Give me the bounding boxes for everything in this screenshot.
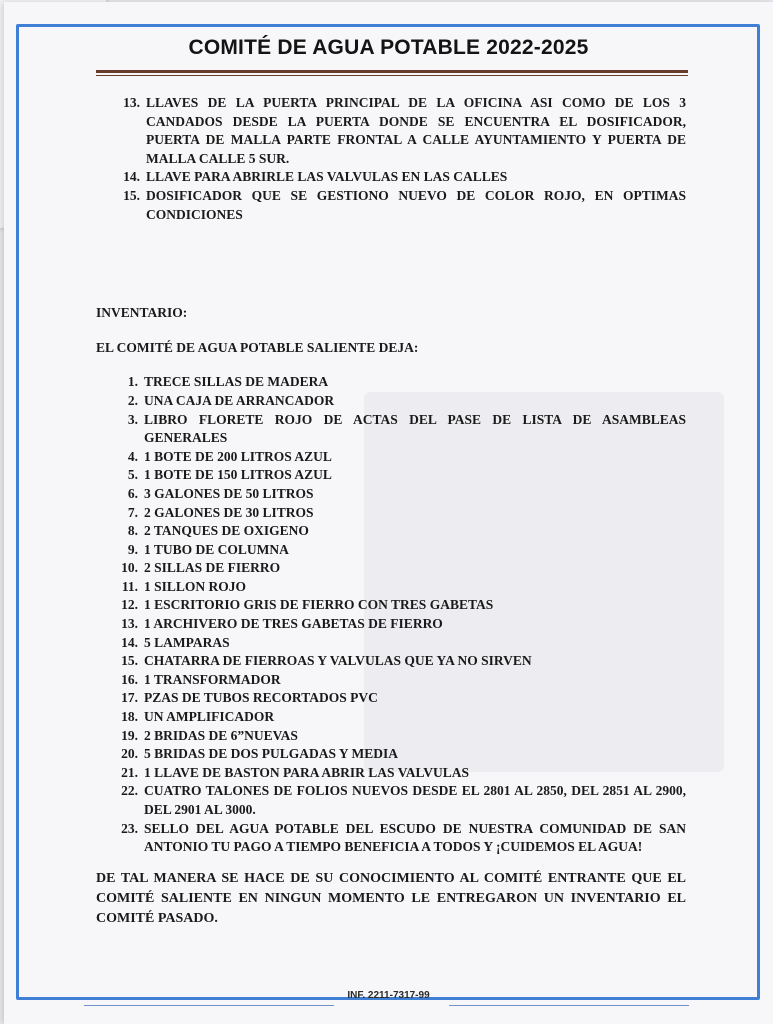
list-item-text: 1 TRANSFORMADOR — [144, 671, 281, 687]
document-page — [4, 2, 773, 1024]
list-item — [96, 652, 686, 671]
list-item-number: 23. — [121, 820, 138, 836]
list-item — [96, 94, 686, 168]
list-item — [96, 615, 686, 634]
footer-rule-left — [84, 1005, 334, 1006]
document-body — [96, 94, 686, 943]
list-item-number: 9. — [127, 541, 138, 557]
continued-list — [96, 94, 686, 224]
list-item-number: 18. — [121, 709, 138, 725]
list-item-number: 15. — [123, 187, 140, 203]
list-item — [96, 187, 686, 224]
footer-phone: INF. 2211-7317-99 — [347, 990, 430, 1001]
list-item — [96, 541, 686, 560]
list-item — [96, 820, 686, 857]
list-item-number: 3. — [127, 411, 138, 427]
list-item-number: 8. — [127, 523, 138, 539]
list-item — [96, 392, 686, 411]
list-item — [96, 504, 686, 523]
inventory-subheading: EL COMITÉ DE AGUA POTABLE SALIENTE DEJA: — [96, 339, 419, 355]
list-item-text: 3 GALONES DE 50 LITROS — [144, 485, 314, 501]
list-item-text: DOSIFICADOR QUE SE GESTIONO NUEVO DE COLOR ROJO, EN OPTIMAS CONDICIONES — [146, 187, 686, 222]
list-item — [96, 411, 686, 448]
list-item — [96, 745, 686, 764]
list-item-text: 1 LLAVE DE BASTON PARA ABRIR LAS VALVULAS — [144, 764, 469, 780]
list-item-text: 1 BOTE DE 150 LITROS AZUL — [144, 467, 332, 483]
list-item-number: 22. — [121, 783, 138, 799]
list-item-text: UNA CAJA DE ARRANCADOR — [144, 392, 335, 408]
list-item-number: 14. — [123, 169, 140, 185]
list-item — [96, 485, 686, 504]
list-item — [96, 689, 686, 708]
list-item-text: TRECE SILLAS DE MADERA — [144, 374, 329, 390]
list-item — [96, 782, 686, 819]
inventory-heading: INVENTARIO: — [96, 305, 188, 321]
list-item-text: 2 TANQUES DE OXIGENO — [144, 523, 309, 539]
list-item — [96, 522, 686, 541]
list-item-number: 1. — [127, 374, 138, 390]
list-item — [96, 373, 686, 392]
title-underline-thin — [96, 75, 688, 76]
list-item — [96, 596, 686, 615]
inventory-list — [96, 373, 686, 856]
list-item-number: 13. — [121, 616, 138, 632]
list-item-text: 2 BRIDAS DE 6”NUEVAS — [144, 727, 298, 743]
list-item-text: 2 SILLAS DE FIERRO — [144, 560, 281, 576]
list-item-number: 12. — [121, 597, 138, 613]
list-item-text: LLAVE PARA ABRIRLE LAS VALVULAS EN LAS CALLES — [146, 169, 508, 185]
title-underline — [96, 70, 688, 73]
list-item — [96, 708, 686, 727]
list-item-text: CHATARRA DE FIERROAS Y VALVULAS QUE YA NO SIRVEN — [144, 653, 532, 669]
list-item-number: 15. — [121, 653, 138, 669]
list-item-number: 11. — [121, 578, 138, 594]
list-item-number: 14. — [121, 634, 138, 650]
list-item-number: 2. — [127, 392, 138, 408]
list-item-text: 2 GALONES DE 30 LITROS — [144, 504, 314, 520]
list-item — [96, 671, 686, 690]
list-item-text: 1 TUBO DE COLUMNA — [144, 541, 289, 557]
list-item-text: 1 BOTE DE 200 LITROS AZUL — [144, 448, 332, 464]
list-item — [96, 764, 686, 783]
list-item-number: 21. — [121, 764, 138, 780]
list-item — [96, 559, 686, 578]
list-item-number: 16. — [121, 671, 138, 687]
list-item-number: 19. — [121, 727, 138, 743]
list-item-number: 4. — [127, 448, 138, 464]
list-item — [96, 466, 686, 485]
closing-paragraph: DE TAL MANERA SE HACE DE SU CONOCIMIENTO AL COMITÉ ENTRANTE QUE EL COMITÉ SALIENTE EN NINGUN MOMENTO LE ENTREGARON UN INVENTARIO EL COMITÉ PASADO. — [96, 870, 686, 926]
list-item — [96, 168, 686, 187]
list-item — [96, 634, 686, 653]
document-title: COMITÉ DE AGUA POTABLE 2022-2025 — [188, 36, 589, 59]
list-item-text: UN AMPLIFICADOR — [144, 709, 275, 725]
list-item — [96, 578, 686, 597]
list-item-text: 1 SILLON ROJO — [144, 578, 247, 594]
list-item-text: PZAS DE TUBOS RECORTADOS PVC — [144, 690, 378, 706]
list-item-number: 20. — [121, 746, 138, 762]
list-item-text: 1 ARCHIVERO DE TRES GABETAS DE FIERRO — [144, 616, 443, 632]
list-item-text: CUATRO TALONES DE FOLIOS NUEVOS DESDE EL 2801 AL 2850, DEL 2851 AL 2900, DEL 2901 AL 3000. — [144, 783, 686, 817]
list-item-text: SELLO DEL AGUA POTABLE DEL ESCUDO DE NUESTRA COMUNIDAD DE SAN ANTONIO TU PAGO A TIEMPO BENEFICIA A TODOS Y ¡CUIDEMOS EL AGUA! — [144, 820, 686, 855]
list-item — [96, 727, 686, 746]
footer-rule-right — [449, 1005, 689, 1006]
list-item-text: LLAVES DE LA PUERTA PRINCIPAL DE LA OFICINA ASI COMO DE LOS 3 CANDADOS DESDE LA PUERTA DONDE SE ENCUENTRA EL DOSIFICADOR, PUERTA DE MALLA PARTE FRONTAL A CALLE AYUNTAMIENTO Y PUERTA DE MALLA CALLE 5 SUR. — [146, 95, 686, 166]
list-item-text: 5 BRIDAS DE DOS PULGADAS Y MEDIA — [144, 746, 399, 762]
list-item-text: 5 LAMPARAS — [144, 634, 230, 650]
list-item-number: 17. — [121, 690, 138, 706]
list-item-number: 7. — [127, 504, 138, 520]
list-item-text: LIBRO FLORETE ROJO DE ACTAS DEL PASE DE LISTA DE ASAMBLEAS GENERALES — [144, 411, 686, 446]
list-item-number: 10. — [121, 560, 138, 576]
list-item-text: 1 ESCRITORIO GRIS DE FIERRO CON TRES GABETAS — [144, 597, 494, 613]
list-item-number: 5. — [127, 467, 138, 483]
list-item-number: 6. — [127, 485, 138, 501]
list-item — [96, 448, 686, 467]
list-item-number: 13. — [123, 95, 140, 110]
